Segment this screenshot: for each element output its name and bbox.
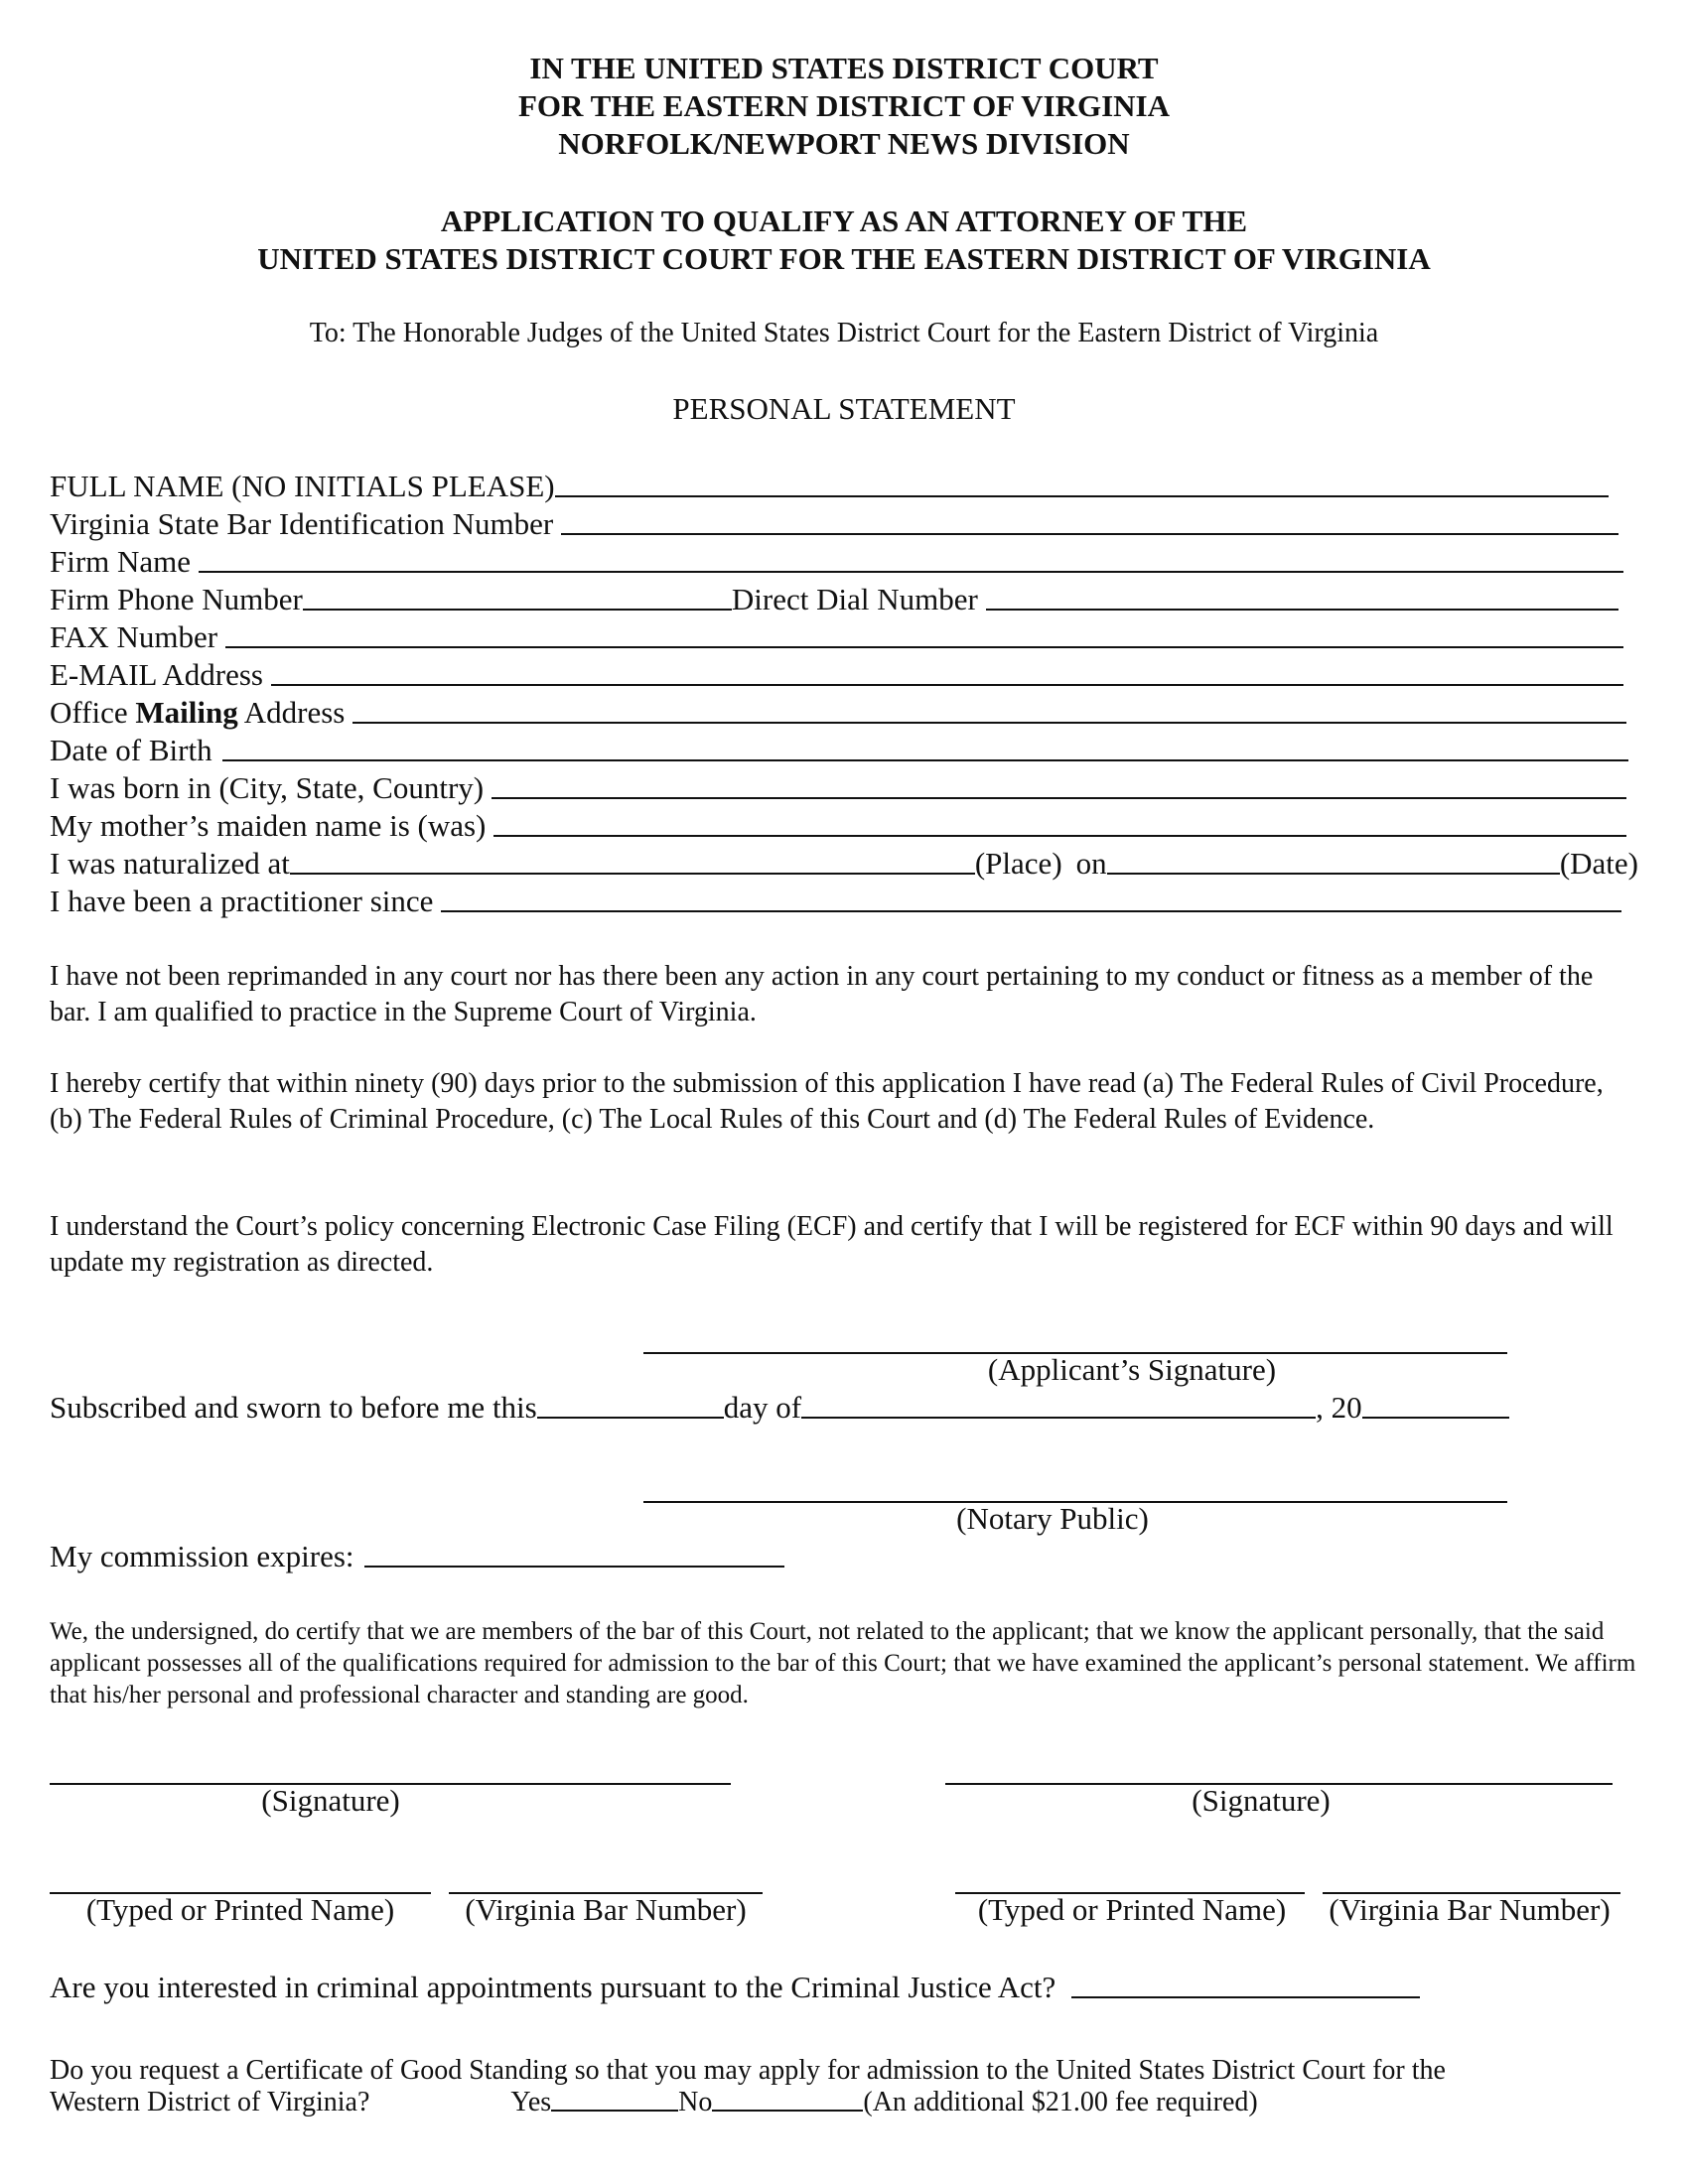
form-title-line-1: APPLICATION TO QUALIFY AS AN ATTORNEY OF THE [440, 204, 1248, 238]
full-name-blank[interactable] [555, 495, 1609, 497]
mailing-label-prefix: Office [50, 695, 136, 730]
commission-expires-field[interactable] [50, 1537, 784, 1574]
year-prefix: , 20 [1316, 1390, 1362, 1425]
place-label: (Place) [974, 846, 1062, 881]
addressee-line: To: The Honorable Judges of the United States District Court for the Eastern District of Virginia [309, 318, 1379, 348]
subscribed-day-blank[interactable] [537, 1417, 724, 1419]
commission-expires-label: My commission expires: [50, 1539, 354, 1573]
cja-question-label: Are you interested in criminal appointments pursuant to the Criminal Justice Act? [50, 1970, 1056, 2004]
maiden-name-blank[interactable] [493, 835, 1626, 837]
vsb-id-label: Virginia State Bar Identification Number [50, 506, 554, 541]
cgs-question-line-2: Western District of Virginia? [50, 2087, 370, 2117]
email-blank[interactable] [271, 684, 1623, 686]
section-heading: PERSONAL STATEMENT [672, 391, 1016, 426]
firm-phone-label: Firm Phone Number [50, 582, 303, 616]
applicant-signature-label: (Applicant’s Signature) [987, 1352, 1277, 1387]
dob-blank[interactable] [222, 759, 1628, 761]
dob-label: Date of Birth [50, 733, 212, 767]
naturalized-place-blank[interactable] [290, 873, 975, 875]
no-label: No [678, 2087, 713, 2117]
dob-field[interactable] [50, 731, 1628, 768]
full-name-field[interactable] [50, 467, 1609, 504]
court-division: NORFOLK/NEWPORT NEWS DIVISION [558, 126, 1130, 161]
firm-name-blank[interactable] [199, 571, 1623, 573]
firm-name-label: Firm Name [50, 544, 192, 579]
fax-label: FAX Number [50, 619, 218, 654]
sponsor-1-signature-label: (Signature) [261, 1783, 400, 1818]
naturalization-row [50, 844, 1638, 882]
sponsor-certification: We, the undersigned, do certify that we are members of the bar of this Court, not related to the applicant; that we know the applicant personally, that the said applicant possesses all of the qualifications required for admission to the bar of this Court; that we have examined the applicant’s personal statement. We affirm that his/her personal and professional character and standing are good. [50, 1618, 1636, 1708]
ecf-certification: I understand the Court’s policy concerning Electronic Case Filing (ECF) and certify that I will be registered for ECF within 90 days and will update my registration as directed. [50, 1211, 1614, 1278]
sponsor-1-bar-label: (Virginia Bar Number) [465, 1892, 747, 1927]
firm-name-field[interactable] [50, 542, 1623, 580]
subscribed-month-blank[interactable] [801, 1417, 1316, 1419]
commission-expires-blank[interactable] [364, 1566, 784, 1568]
yes-label: Yes [510, 2087, 552, 2117]
sponsor-2-signature-label: (Signature) [1192, 1783, 1331, 1818]
no-blank[interactable] [712, 2110, 863, 2112]
fax-field[interactable] [50, 617, 1623, 655]
practitioner-label: I have been a practitioner since [50, 884, 434, 918]
practitioner-blank[interactable] [441, 910, 1621, 912]
practitioner-field[interactable] [50, 882, 1621, 919]
date-label: (Date) [1559, 846, 1638, 881]
fee-note: (An additional $21.00 fee required) [863, 2087, 1258, 2117]
birthplace-field[interactable] [50, 768, 1626, 806]
direct-dial-blank[interactable] [986, 609, 1618, 611]
cgs-answer-row [50, 2081, 1350, 2118]
subscribed-row [50, 1388, 1509, 1426]
court-name-line-1: IN THE UNITED STATES DISTRICT COURT [529, 51, 1159, 85]
sponsor-1-name-label: (Typed or Printed Name) [85, 1892, 395, 1927]
direct-dial-label: Direct Dial Number [731, 582, 978, 616]
mailing-label-bold: Mailing [135, 695, 238, 730]
cgs-question-line-1: Do you request a Certificate of Good Standing so that you may apply for admission to the United States District Court for the [50, 2055, 1446, 2086]
vsb-id-field[interactable] [50, 504, 1618, 542]
day-of-label: day of [723, 1390, 802, 1425]
naturalized-date-blank[interactable] [1107, 873, 1560, 875]
rules-certification: I hereby certify that within ninety (90) days prior to the submission of this application I have read (a) The Federal Rules of Civil Procedure, (b) The Federal Rules of Criminal Procedure, (c) The Local Rules of this Court and (d) The Federal Rules of Evidence. [50, 1068, 1604, 1135]
vsb-id-blank[interactable] [561, 533, 1618, 535]
fax-blank[interactable] [225, 646, 1623, 648]
form-title-line-2: UNITED STATES DISTRICT COURT FOR THE EASTERN DISTRICT OF VIRGINIA [257, 241, 1431, 276]
on-label: on [1075, 846, 1107, 881]
sponsor-2-bar-label: (Virginia Bar Number) [1329, 1892, 1611, 1927]
mailing-address-field[interactable] [50, 693, 1626, 731]
firm-phone-blank[interactable] [303, 609, 732, 611]
mailing-label-suffix: Address [237, 695, 346, 730]
birthplace-label: I was born in (City, State, Country) [50, 770, 485, 805]
birthplace-blank[interactable] [492, 797, 1626, 799]
maiden-name-field[interactable] [50, 806, 1626, 844]
email-label: E-MAIL Address [50, 657, 263, 692]
phone-row [50, 580, 1618, 617]
subscribed-year-blank[interactable] [1362, 1417, 1509, 1419]
mailing-address-label [50, 695, 345, 731]
sponsor-2-name-label: (Typed or Printed Name) [977, 1892, 1287, 1927]
mailing-address-blank[interactable] [352, 722, 1626, 724]
maiden-name-label: My mother’s maiden name is (was) [50, 808, 487, 843]
full-name-label: FULL NAME (NO INITIALS PLEASE) [50, 469, 555, 503]
no-reprimand-statement: I have not been reprimanded in any court nor has there been any action in any court pertaining to my conduct or fitness as a member of the bar. I am qualified to practice in the Supreme Court of Virginia. [50, 961, 1594, 1027]
email-field[interactable] [50, 655, 1623, 693]
subscribed-label: Subscribed and sworn to before me this [50, 1390, 537, 1425]
naturalized-label: I was naturalized at [50, 846, 290, 881]
cja-answer-blank[interactable] [1071, 1996, 1420, 1998]
court-name-line-2: FOR THE EASTERN DISTRICT OF VIRGINIA [517, 88, 1171, 123]
notary-public-label: (Notary Public) [956, 1501, 1149, 1536]
cja-question-field[interactable] [50, 1968, 1420, 2005]
yes-blank[interactable] [551, 2110, 678, 2112]
